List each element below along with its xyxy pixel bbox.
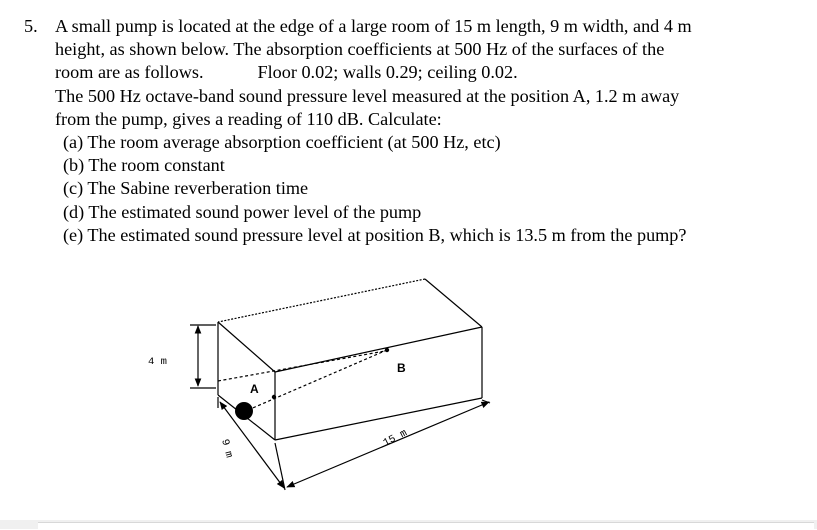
- box-edge-bottom-front: [275, 398, 482, 440]
- box-edge-top-left: [218, 322, 275, 372]
- problem-line-4: The 500 Hz octave-band sound pressure level measured at the position A, 1.2 m away: [55, 85, 680, 106]
- length-label: 15 m: [381, 427, 410, 450]
- problem-line-5: from the pump, gives a reading of 110 dB. Calculate:: [55, 108, 442, 129]
- absorption-coefficients: Floor 0.02; walls 0.29; ceiling 0.02.: [257, 62, 518, 83]
- part-c: (c) The Sabine reverberation time: [63, 178, 309, 199]
- point-b-dot: [385, 348, 389, 352]
- pump-marker: [235, 402, 253, 420]
- problem-line-1: 5. A small pump is located at the edge of a large room of 15 m length, 9 m width, and 4 m: [24, 15, 809, 38]
- part-d: (d) The estimated sound power level of the pump: [63, 201, 422, 222]
- part-a: (a) The room average absorption coefficient (at 500 Hz, etc): [63, 131, 501, 152]
- a-to-b-line: [248, 350, 387, 410]
- box-edge-top-right: [425, 279, 482, 327]
- part-b: (b) The room constant: [63, 155, 225, 176]
- part-e: (e) The estimated sound pressure level at position B, which is 13.5 m from the pump?: [63, 224, 687, 245]
- box-edge-top-back: [218, 279, 425, 322]
- point-a-dot: [272, 395, 276, 399]
- point-a-label: A: [250, 382, 259, 396]
- problem-line-3: room are as follows. Floor 0.02; walls 0.29; ceiling 0.02.: [24, 61, 809, 84]
- height-label: 4 m: [148, 356, 167, 368]
- point-b-label: B: [397, 361, 406, 375]
- problem-number: 5.: [24, 16, 38, 36]
- length-extension-right: [482, 400, 490, 403]
- problem-line-2: height, as shown below. The absorption coefficients at 500 Hz of the surfaces of the: [55, 39, 665, 60]
- width-label: 9 m: [218, 437, 235, 460]
- box-edge-hidden-back: [218, 351, 385, 381]
